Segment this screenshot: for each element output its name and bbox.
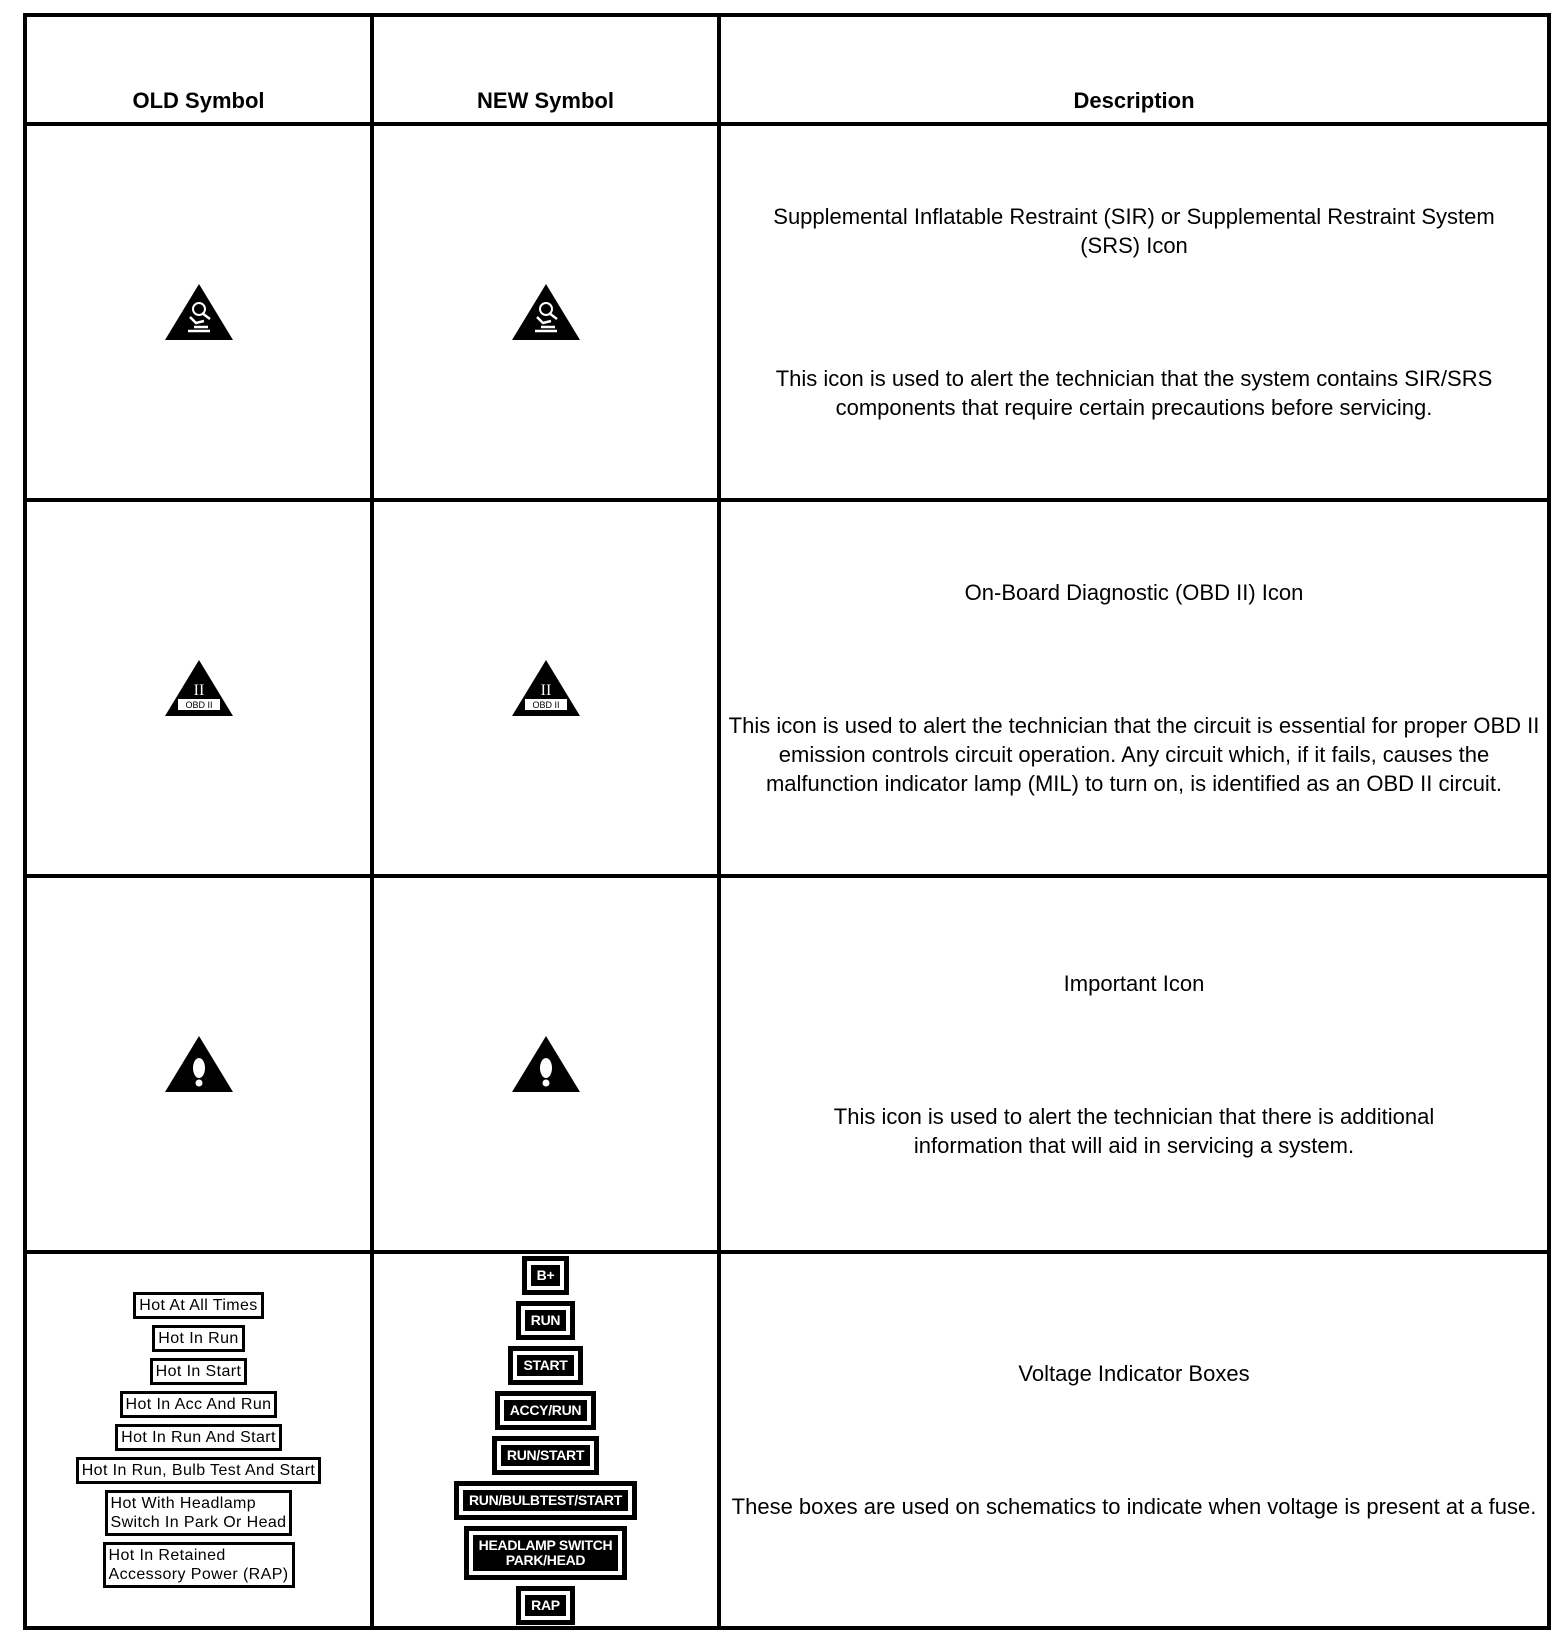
old-voltage-box-list [27, 1292, 370, 1588]
old-voltage-box: Hot In Run [152, 1325, 244, 1352]
description-body: This icon is used to alert the technician that the circuit is essential for proper OBD II emission controls circuit operation. Any circuit which, if it fails, causes the malfunction indicator lamp (MIL) to turn on, is identified as an OBD II circuit. [728, 713, 1540, 796]
new-voltage-box [516, 1586, 575, 1625]
new-voltage-box [508, 1346, 582, 1385]
new-voltage-box [522, 1256, 570, 1295]
new-voltage-box-label: RUN/START [501, 1445, 590, 1466]
sir-srs-airbag-triangle-icon [164, 283, 234, 341]
old-symbol-cell [25, 500, 372, 876]
description-body: This icon is used to alert the technician that the system contains SIR/SRS components that require certain precautions before servicing. [775, 366, 1493, 420]
description-cell [719, 124, 1549, 500]
new-voltage-box-list [374, 1256, 717, 1625]
new-voltage-box [454, 1481, 637, 1520]
new-symbol-cell [372, 1252, 719, 1628]
symbol-table [23, 13, 1551, 1630]
table-row-important [25, 876, 1549, 1252]
new-voltage-box-label: RUN/BULBTEST/START [463, 1490, 628, 1511]
important-exclamation-triangle-icon [164, 1035, 234, 1093]
table-row-voltage [25, 1252, 1549, 1628]
old-voltage-box: Hot In Retained Accessory Power (RAP) [103, 1542, 295, 1588]
description-body: These boxes are used on schematics to indicate when voltage is present at a fuse. [731, 1494, 1537, 1519]
description-cell [719, 500, 1549, 876]
description-title: On-Board Diagnostic (OBD II) Icon [964, 580, 1304, 605]
description-body: This icon is used to alert the technician that there is additional information that will aid in servicing a system. [833, 1103, 1435, 1158]
description-title: Supplemental Inflatable Restraint (SIR) or Supplemental Restraint System (SRS) Icon [773, 204, 1495, 258]
old-voltage-box: Hot In Run And Start [115, 1424, 282, 1451]
new-voltage-box [516, 1301, 575, 1340]
header-row [25, 15, 1549, 124]
old-voltage-box: Hot At All Times [133, 1292, 263, 1319]
header-description: Description [719, 15, 1549, 124]
old-symbol-cell [25, 1252, 372, 1628]
new-voltage-box [492, 1436, 599, 1475]
new-voltage-box-label: HEADLAMP SWITCH PARK/HEAD [473, 1535, 619, 1571]
icon-numeral: II [540, 682, 551, 699]
icon-numeral: II [193, 682, 204, 699]
new-voltage-box [495, 1391, 597, 1430]
icon-label: OBD II [531, 700, 560, 710]
old-voltage-box: Hot In Acc And Run [120, 1391, 278, 1418]
old-voltage-box: Hot In Start [150, 1358, 248, 1385]
new-symbol-cell [372, 124, 719, 500]
header-new-symbol: NEW Symbol [372, 15, 719, 124]
new-voltage-box-label: RAP [525, 1595, 566, 1616]
new-voltage-box-label: B+ [531, 1265, 561, 1286]
new-voltage-box-label: RUN [525, 1310, 566, 1331]
new-voltage-box-label: ACCY/RUN [504, 1400, 588, 1421]
new-voltage-box [464, 1526, 628, 1580]
icon-label: OBD II [184, 700, 213, 710]
old-symbol-cell [25, 124, 372, 500]
obd-ii-triangle-icon [164, 659, 234, 717]
description-title: Voltage Indicator Boxes [1018, 1361, 1250, 1386]
new-symbol-cell [372, 876, 719, 1252]
sir-srs-airbag-triangle-icon [511, 283, 581, 341]
description-title: Important Icon [1063, 970, 1205, 996]
old-symbol-cell [25, 876, 372, 1252]
important-exclamation-triangle-icon [511, 1035, 581, 1093]
table-row-sir [25, 124, 1549, 500]
old-voltage-box: Hot With Headlamp Switch In Park Or Head [105, 1490, 293, 1536]
description-cell [719, 876, 1549, 1252]
new-voltage-box-label: START [517, 1355, 573, 1376]
obd-ii-triangle-icon [511, 659, 581, 717]
header-old-symbol: OLD Symbol [25, 15, 372, 124]
description-cell [719, 1252, 1549, 1628]
new-symbol-cell [372, 500, 719, 876]
old-voltage-box: Hot In Run, Bulb Test And Start [76, 1457, 322, 1484]
table-row-obd [25, 500, 1549, 876]
